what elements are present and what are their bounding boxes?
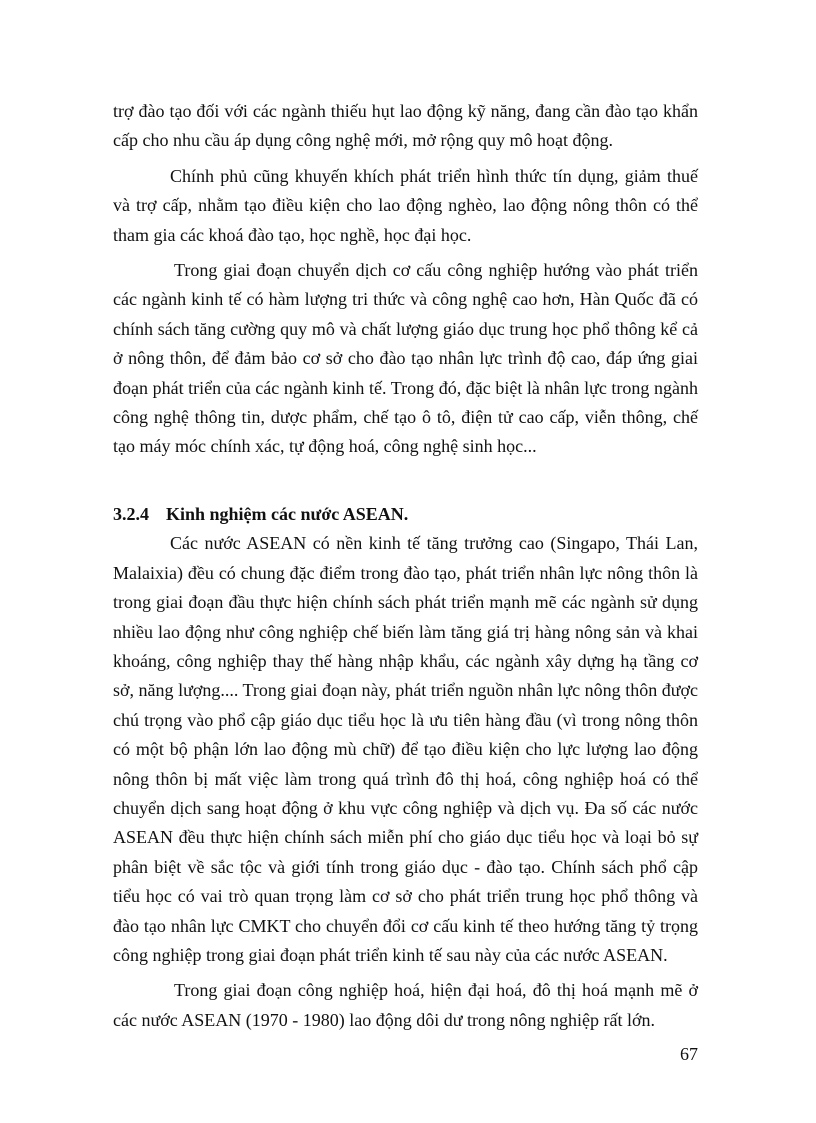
page-number: 67 bbox=[680, 1044, 698, 1064]
page-body bbox=[113, 97, 698, 1035]
section-spacer bbox=[113, 462, 698, 490]
section-number: 3.2.4 bbox=[113, 503, 149, 524]
section-heading bbox=[113, 500, 698, 529]
paragraph-asean-experience: Các nước ASEAN có nền kinh tế tăng trưởng cao (Singapo, Thái Lan, Malaixia) đều có chung đặc điểm trong đào tạo, phát triển nhân lực nông thôn là trong giai đoạn đầu thực hiện chính sách phát triển mạnh mẽ các ngành sử dụng nhiều lao động như công nghiệp chế biến làm tăng giá trị hàng nông sản và khai khoáng, công nghiệp thay thế hàng nhập khẩu, các ngành xây dựng hạ tầng cơ sở, năng lượng.... Trong giai đoạn này, phát triển nguồn nhân lực nông thôn được chú trọng vào phổ cập giáo dục tiểu học là ưu tiên hàng đầu (vì trong nông thôn có một bộ phận lớn lao động mù chữ) để tạo điều kiện cho lực lượng lao động nông thôn bị mất việc làm trong quá trình đô thị hoá, công nghiệp hoá có thể chuyển dịch sang hoạt động ở khu vực công nghiệp và dịch vụ. Đa số các nước ASEAN đều thực hiện chính sách miễn phí cho giáo dục tiểu học và loại bỏ sự phân biệt về sắc tộc và giới tính trong giáo dục - đào tạo. Chính sách phổ cập tiểu học có vai trò quan trọng làm cơ sở cho phát triển trung học phổ thông và đào tạo nhân lực CMKT cho chuyển đổi cơ cấu kinh tế theo hướng tăng tỷ trọng công nghiệp trong giai đoạn phát triển kinh tế sau này của các nước ASEAN. bbox=[113, 533, 698, 965]
paragraph-continuation: trợ đào tạo đối với các ngành thiếu hụt lao động kỹ năng, đang cần đào tạo khẩn cấp cho nhu cầu áp dụng công nghệ mới, mở rộng quy mô hoạt động. bbox=[113, 101, 698, 151]
paragraph-credit-policy: Chính phủ cũng khuyến khích phát triển hình thức tín dụng, giảm thuế và trợ cấp, nhằm tạo điều kiện cho lao động nghèo, lao động nông thôn có thể tham gia các khoá đào tạo, học nghề, học đại học. bbox=[113, 165, 698, 245]
paragraph-korea-education: Trong giai đoạn chuyển dịch cơ cấu công nghiệp hướng vào phát triển các ngành kinh tế có hàm lượng tri thức và công nghệ cao hơn, Hàn Quốc đã có chính sách tăng cường quy mô và chất lượng giáo dục trung học phổ thông kể cả ở nông thôn, để đảm bảo cơ sở cho đào tạo nhân lực trình độ cao, đáp ứng giai đoạn phát triển của các ngành kinh tế. Trong đó, đặc biệt là nhân lực trong ngành công nghệ thông tin, dược phẩm, chế tạo ô tô, điện tử cao cấp, viễn thông, chế tạo máy móc chính xác, tự động hoá, công nghệ sinh học... bbox=[113, 260, 698, 457]
section-title: Kinh nghiệm các nước ASEAN. bbox=[166, 503, 409, 524]
paragraph-asean-industrialization: Trong giai đoạn công nghiệp hoá, hiện đại hoá, đô thị hoá mạnh mẽ ở các nước ASEAN (1970 - 1980) lao động dôi dư trong nông nghiệp rất lớn. bbox=[113, 980, 698, 1030]
